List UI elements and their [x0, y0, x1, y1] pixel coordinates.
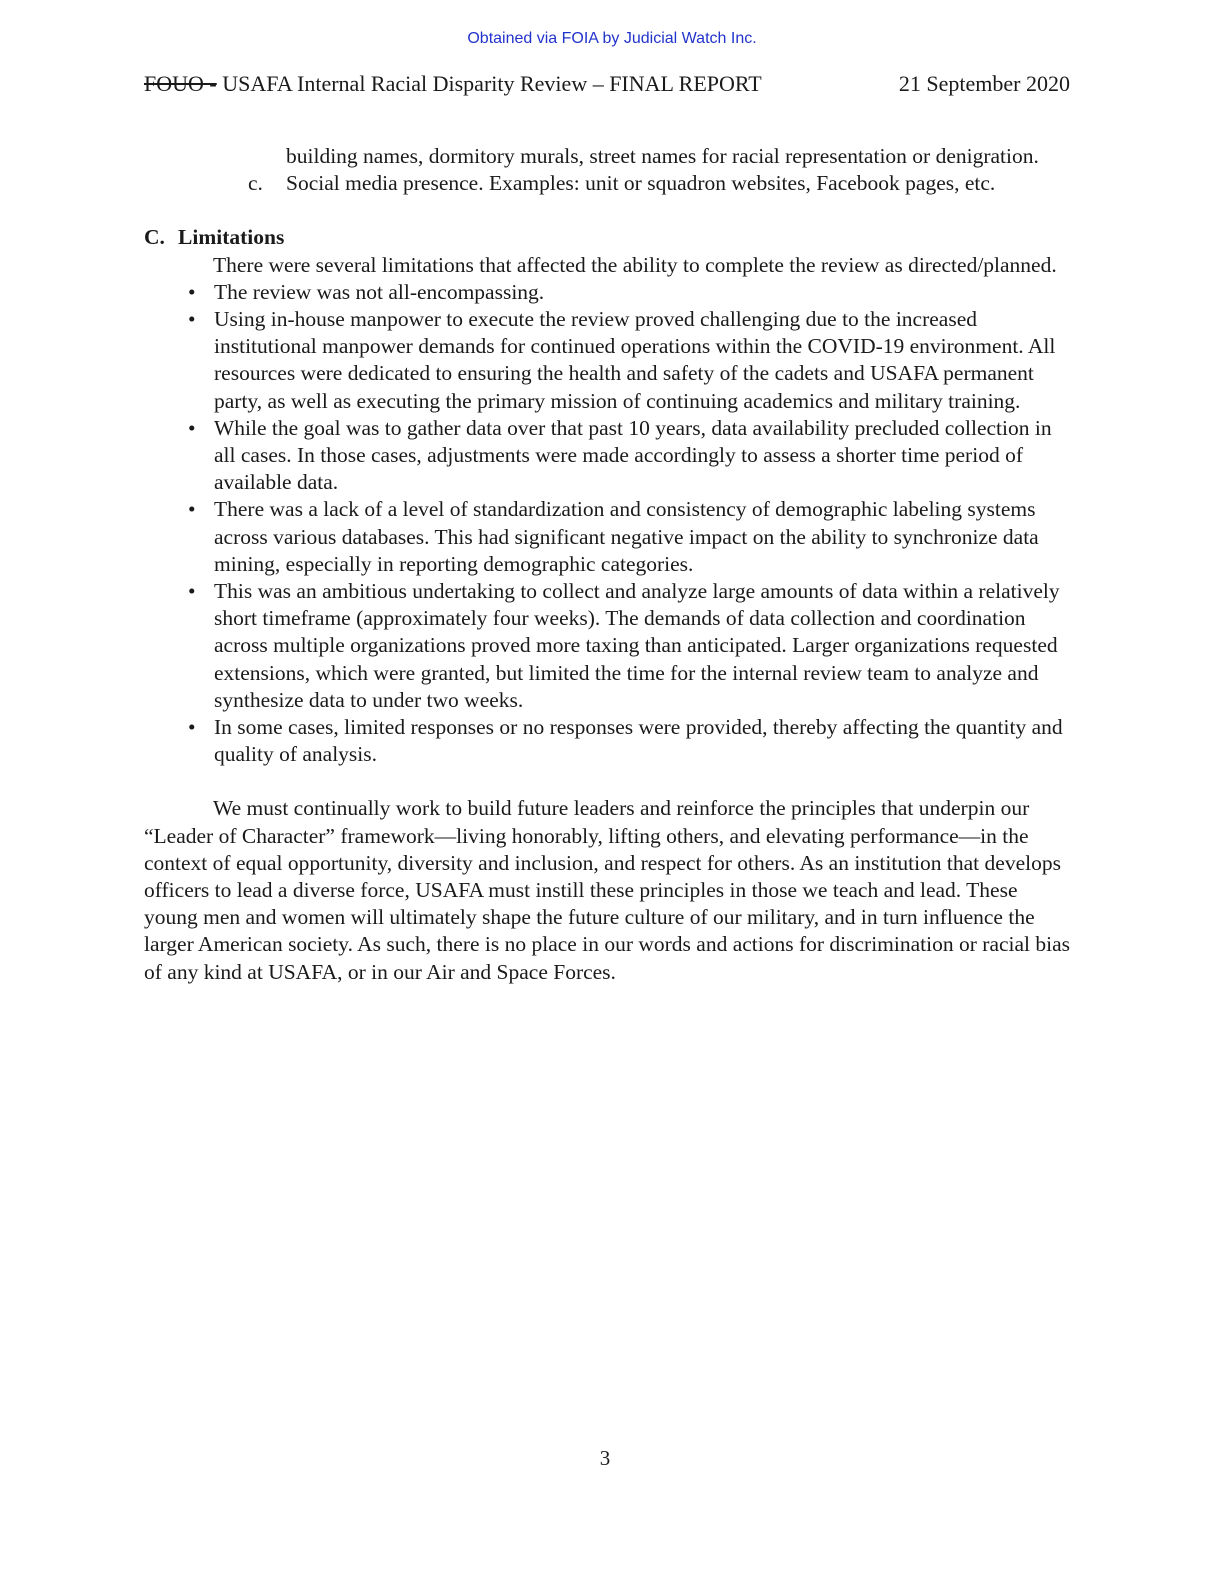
bullet-icon: •: [188, 307, 196, 332]
list-item: [144, 143, 1074, 170]
section-heading: [144, 224, 1074, 251]
list-item-text: Using in-house manpower to execute the review proved challenging due to the increased institutional manpower demands for continued operations within the COVID-19 environment. All resources were dedicated to ensuring the health and safety of the cadets and USAFA permanent party, as well as executing the primary mission of continuing academics and military training.: [214, 307, 1056, 413]
header-marking: FOUO -: [144, 71, 217, 96]
bullet-icon: •: [188, 715, 196, 740]
list-item-letter: c.: [248, 171, 263, 196]
list-item: [144, 496, 1074, 578]
list-item: [144, 415, 1074, 497]
closing-paragraph: We must continually work to build future leaders and reinforce the principles that underpin our “Leader of Character” framework—living honorably, lifting others, and elevating performance—in the context of equal opportunity, diversity and inclusion, and respect for others. As an institution that develops officers to lead a diverse force, USAFA must instill these principles in those we teach and lead. These young men and women will ultimately shape the future culture of our military, and in turn influence the larger American society. As such, there is no place in our words and actions for discrimination or racial bias of any kind at USAFA, or in our Air and Space Forces.: [144, 796, 1071, 984]
section-title: Limitations: [178, 225, 285, 250]
list-item-text: This was an ambitious undertaking to collect and analyze large amounts of data within a relatively short timeframe (approximately four weeks). The demands of data collection and coordination across multiple organizations proved more taxing than anticipated. Larger organizations requested extensions, which were granted, but limited the time for the internal review team to analyze and synthesize data to under two weeks.: [214, 579, 1060, 712]
section-letter: C.: [144, 225, 165, 250]
bullet-icon: •: [188, 279, 196, 304]
list-item-text: building names, dormitory murals, street names for racial representation or denigration.: [286, 144, 1039, 168]
list-item: [144, 714, 1074, 768]
list-item-text: There was a lack of a level of standardization and consistency of demographic labeling systems across various databases. This had significant negative impact on the ability to synchronize data mining, especially in reporting demographic categories.: [214, 497, 1039, 576]
page-number: 3: [599, 1446, 611, 1470]
page-header: [144, 70, 1070, 98]
list-item-text: While the goal was to gather data over that past 10 years, data availability precluded collection in all cases. In those cases, adjustments were made accordingly to assess a shorter time period of available data.: [214, 415, 1052, 495]
section-intro: There were several limitations that affected the ability to complete the review as directed/planned.: [213, 252, 1057, 277]
bullet-icon: •: [188, 579, 196, 604]
list-item: [144, 279, 1074, 306]
header-date: 21 September 2020: [898, 71, 1070, 96]
continued-list: [144, 143, 1074, 197]
list-item-text: In some cases, limited responses or no responses were provided, thereby affecting the quantity and quality of analysis.: [214, 715, 1063, 767]
list-item: [144, 170, 1074, 197]
list-item: [144, 306, 1074, 415]
list-item: [144, 578, 1074, 714]
list-item-text: Social media presence. Examples: unit or squadron websites, Facebook pages, etc.: [286, 171, 996, 196]
limitations-list: [144, 279, 1074, 769]
foia-watermark: Obtained via FOIA by Judicial Watch Inc.: [467, 30, 757, 47]
bullet-icon: •: [188, 497, 196, 522]
list-item-text: The review was not all-encompassing.: [214, 279, 545, 304]
bullet-icon: •: [188, 415, 196, 440]
header-title: USAFA Internal Racial Disparity Review – FINAL REPORT: [216, 71, 762, 96]
document-body: [144, 143, 1074, 1007]
